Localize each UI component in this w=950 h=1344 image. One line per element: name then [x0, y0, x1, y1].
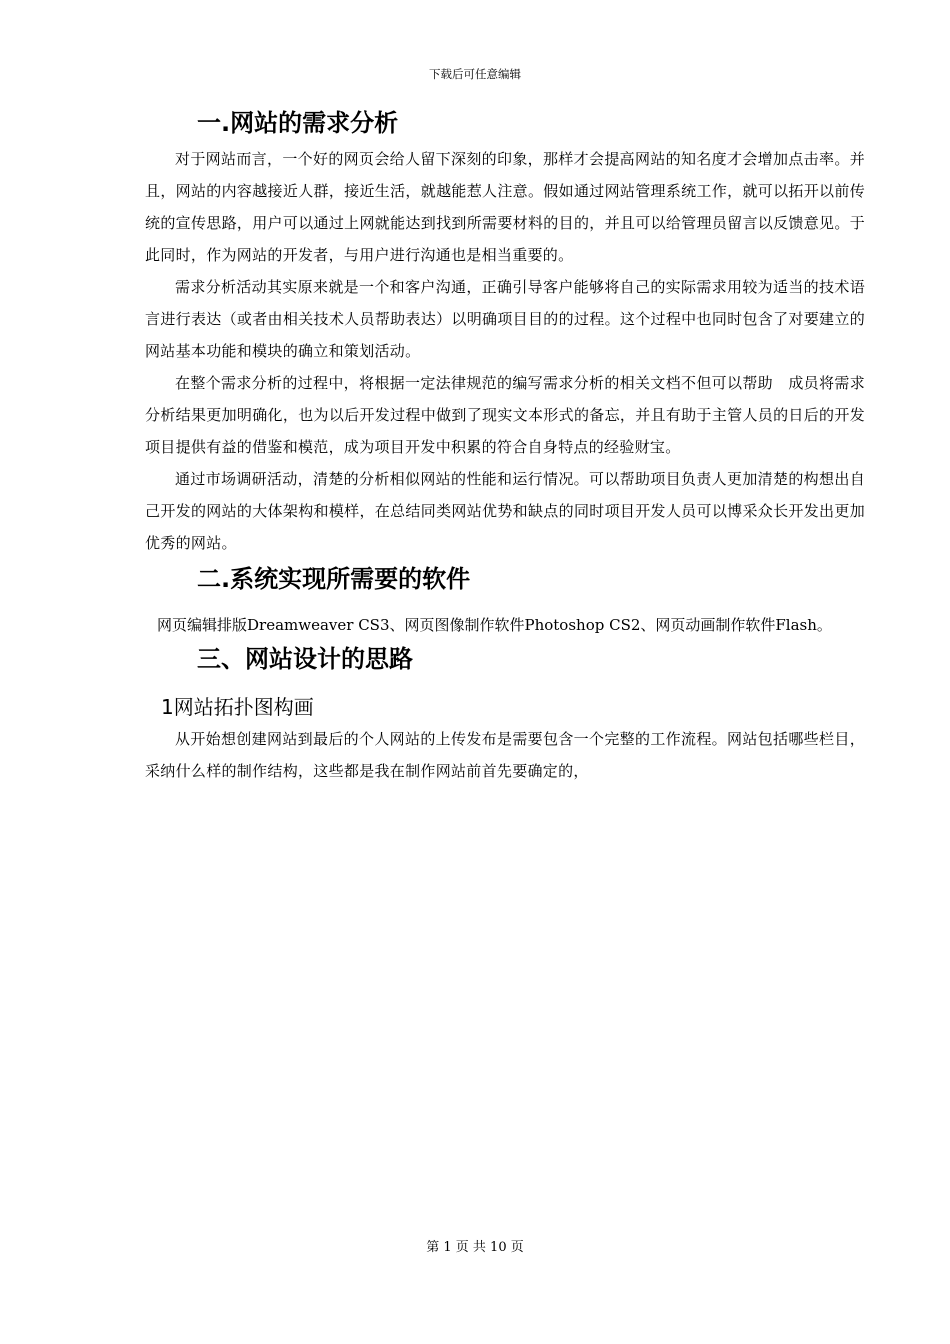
page-number-footer: 第 1 页 共 10 页: [426, 1240, 524, 1255]
header-note: 下载后可任意编辑: [429, 67, 521, 81]
page-body: [145, 103, 865, 787]
body-paragraph: 在整个需求分析的过程中，将根据一定法律规范的编写需求分析的相关文档不但可以帮助 成员将需求分析结果更加明确化，也为以后开发过程中做到了现实文本形式的备忘，并且有助于主管人员的日后的开发项目提供有益的借鉴和模范，成为项目开发中积累的符合自身特点的经验财宝。: [145, 374, 865, 456]
body-paragraph: 对于网站而言，一个好的网页会给人留下深刻的印象，那样才会提高网站的知名度才会增加点击率。并且，网站的内容越接近人群，接近生活，就越能惹人注意。假如通过网站管理系统工作，就可以拓开以前传统的宣传思路，用户可以通过上网就能达到找到所需要材料的目的，并且可以给管理员留言以反馈意见。于此同时，作为网站的开发者，与用户进行沟通也是相当重要的。: [145, 150, 865, 264]
software-list-line: 网页编辑排版Dreamweaver CS3、网页图像制作软件Photoshop CS2、网页动画制作软件Flash。: [157, 616, 832, 634]
section-heading-required-software: 二.系统实现所需要的软件: [197, 565, 471, 593]
body-paragraph: 从开始想创建网站到最后的个人网站的上传发布是需要包含一个完整的工作流程。网站包括哪些栏目，采纳什么样的制作结构，这些都是我在制作网站前首先要确定的，: [145, 730, 865, 780]
subsection-heading-topology: 1网站拓扑图构画: [161, 695, 314, 719]
section-heading-design-ideas: 三、网站设计的思路: [197, 645, 413, 673]
body-paragraph: 通过市场调研活动，清楚的分析相似网站的性能和运行情况。可以帮助项目负责人更加清楚的构想出自己开发的网站的大体架构和模样，在总结同类网站优势和缺点的同时项目开发人员可以博采众长开发出更加优秀的网站。: [145, 470, 865, 552]
body-paragraph: 需求分析活动其实原来就是一个和客户沟通，正确引导客户能够将自己的实际需求用较为适当的技术语言进行表达（或者由相关技术人员帮助表达）以明确项目目的的过程。这个过程中也同时包含了对要建立的网站基本功能和模块的确立和策划活动。: [145, 278, 865, 360]
section-heading-requirements-analysis: 一.网站的需求分析: [197, 109, 399, 137]
